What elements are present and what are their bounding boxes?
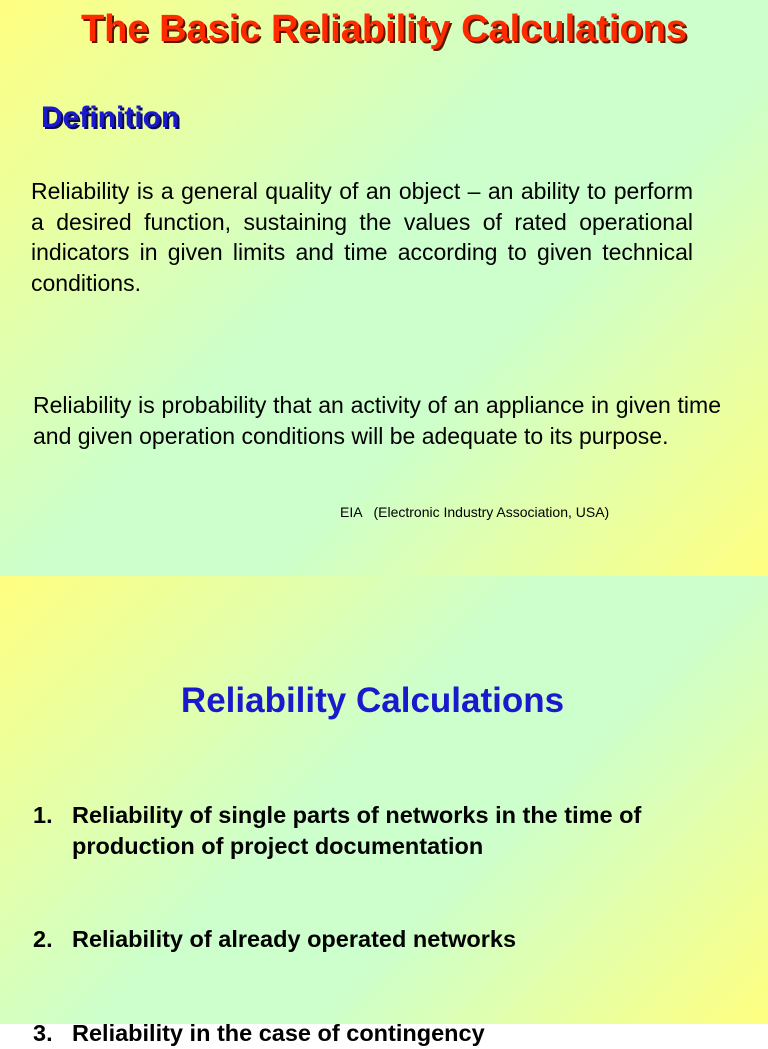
definition-heading: Definition bbox=[41, 101, 180, 134]
list-text: Reliability in the case of contingency bbox=[72, 1020, 485, 1046]
list-text: Reliability of single parts of networks in the time of production of project documentation bbox=[72, 802, 642, 859]
list-number: 1. bbox=[33, 802, 53, 828]
slide-title: The Basic Reliability Calculations bbox=[80, 8, 688, 50]
list-item bbox=[33, 1018, 723, 1049]
definition-paragraph-1 bbox=[31, 176, 693, 298]
list-item bbox=[33, 800, 723, 862]
definition-text-1: Reliability is a general quality of an object – an ability to perform a desired function, sustaining the values of rated operational indicators in given limits and time according to given technical conditions. bbox=[31, 178, 693, 296]
list-item bbox=[33, 924, 723, 955]
calculations-title: Reliability Calculations bbox=[180, 681, 565, 720]
slide-calculations bbox=[0, 576, 768, 1046]
definition-paragraph-2 bbox=[33, 390, 721, 451]
definition-source: EIA (Electronic Industry Association, USA) bbox=[340, 504, 610, 520]
definition-text-2: Reliability is probability that an activity of an appliance in given time and given operation conditions will be adequate to its purpose. bbox=[33, 392, 721, 449]
list-number: 2. bbox=[33, 926, 53, 952]
list-number: 3. bbox=[33, 1020, 53, 1046]
list-text: Reliability of already operated networks bbox=[72, 926, 517, 952]
